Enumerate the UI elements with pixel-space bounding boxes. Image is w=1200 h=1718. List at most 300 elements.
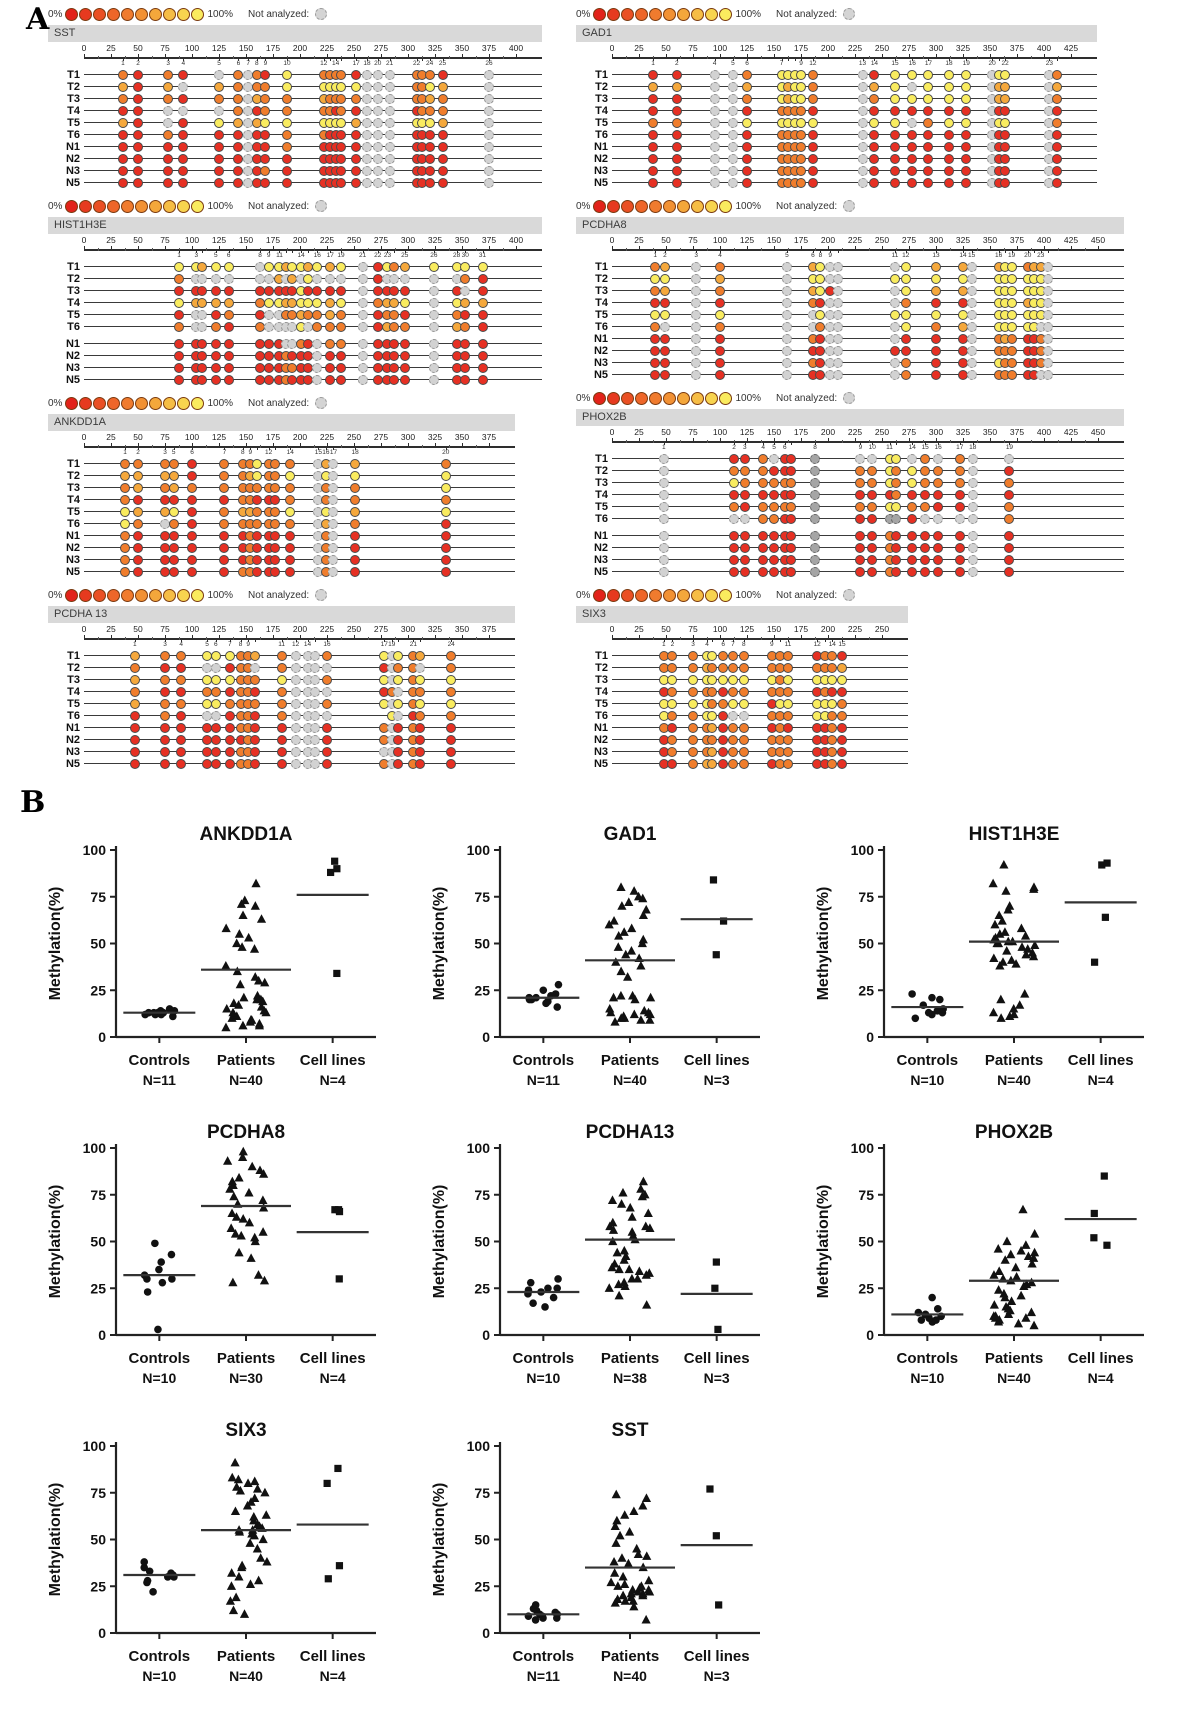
- cpg-site-number: 5: [772, 444, 776, 451]
- gene-name-header: SST: [48, 25, 542, 42]
- sample-row-label: T4: [595, 686, 608, 698]
- sample-row-label: T2: [67, 470, 80, 482]
- ruler-tick-label: 50: [133, 624, 143, 634]
- not-analyzed-icon: [303, 322, 313, 332]
- legend-gradient-circle: [93, 200, 106, 213]
- cpg-methylation-circle: [667, 735, 677, 745]
- cpg-methylation-circle: [867, 543, 877, 553]
- sample-row-line: [612, 739, 908, 740]
- cpg-methylation-circle: [400, 298, 410, 308]
- cpg-site-number: 17: [326, 252, 334, 259]
- ruler-tick-label: 125: [739, 624, 755, 634]
- sample-row-line: [84, 134, 542, 135]
- cpg-methylation-circle: [252, 567, 262, 577]
- group-n-label: N=3: [703, 1370, 730, 1386]
- cpg-methylation-circle: [264, 351, 274, 361]
- sample-row-T6: [576, 129, 1124, 141]
- cpg-methylation-circle: [855, 555, 865, 565]
- cpg-site-tick: [838, 250, 839, 253]
- sample-row-label: T1: [595, 261, 608, 273]
- cpg-methylation-circle: [944, 106, 954, 116]
- cpg-methylation-circle: [176, 687, 186, 697]
- cpg-methylation-circle: [250, 687, 260, 697]
- cpg-site-tick: [1034, 250, 1035, 253]
- legend-not-analyzed-label: Not analyzed:: [248, 8, 310, 20]
- not-analyzed-icon: [867, 454, 877, 464]
- cpg-site-number-row: [612, 640, 908, 650]
- cpg-methylation-circle: [869, 142, 879, 152]
- not-analyzed-icon: [385, 130, 395, 140]
- y-tick-label: 75: [474, 1484, 490, 1501]
- cpg-methylation-circle: [923, 130, 933, 140]
- cpg-methylation-circle: [920, 490, 930, 500]
- group-label: Cell lines: [299, 1350, 366, 1367]
- cpg-methylation-circle: [178, 94, 188, 104]
- sample-row-T6: [48, 518, 542, 530]
- ruler-tick-label: 375: [1009, 235, 1025, 245]
- not-analyzed-icon: [728, 82, 738, 92]
- cpg-methylation-circle: [441, 519, 451, 529]
- sample-row-track: [612, 357, 1124, 369]
- legend-gradient-circle: [191, 589, 204, 602]
- cpg-site-number: 3: [743, 444, 747, 451]
- cpg-methylation-circle: [252, 483, 262, 493]
- cpg-methylation-circle: [133, 70, 143, 80]
- patient-data-point: [626, 1203, 635, 1212]
- legend-0pct-label: 0%: [576, 589, 591, 601]
- cpg-methylation-circle: [1000, 178, 1010, 188]
- cpg-site-number: 10: [283, 60, 291, 67]
- sample-row-track: [84, 117, 542, 129]
- patient-data-point: [611, 1538, 620, 1547]
- patient-data-point: [613, 1248, 622, 1257]
- patient-data-point: [247, 1253, 256, 1262]
- cpg-methylation-circle: [739, 747, 749, 757]
- cpg-site-number: 11: [276, 252, 283, 259]
- patient-data-point: [632, 1544, 641, 1553]
- cpg-methylation-circle: [400, 351, 410, 361]
- not-analyzed-icon: [315, 8, 327, 20]
- patient-data-point: [232, 1482, 241, 1491]
- sample-row-T1: [48, 650, 542, 662]
- cpg-site-number: 6: [811, 252, 815, 259]
- cpg-methylation-circle: [907, 543, 917, 553]
- cpg-methylation-circle: [933, 543, 943, 553]
- patient-data-point: [251, 879, 260, 888]
- not-analyzed-icon: [328, 567, 338, 577]
- not-analyzed-icon: [967, 310, 977, 320]
- cpg-site-number: 13: [932, 252, 940, 259]
- cpg-methylation-circle: [260, 142, 270, 152]
- cpg-methylation-circle: [648, 142, 658, 152]
- cpg-methylation-circle: [1007, 370, 1017, 380]
- cpg-methylation-circle: [933, 466, 943, 476]
- not-analyzed-icon: [858, 154, 868, 164]
- cpg-methylation-circle: [923, 178, 933, 188]
- cpg-methylation-circle: [955, 531, 965, 541]
- sample-row-line: [84, 158, 542, 159]
- scatter-plot-PCDHA13: [428, 1120, 812, 1412]
- cpg-site-number: 1: [177, 252, 181, 259]
- not-analyzed-icon: [691, 334, 701, 344]
- sample-row-label: T6: [67, 321, 80, 333]
- ruler-tick-label: 325: [427, 432, 443, 442]
- cpg-methylation-circle: [739, 699, 749, 709]
- not-analyzed-icon: [373, 178, 383, 188]
- cpg-site-number: 17: [380, 641, 388, 648]
- not-analyzed-icon: [310, 651, 320, 661]
- cpg-methylation-circle: [174, 274, 184, 284]
- ruler-tick-label: 25: [634, 235, 644, 245]
- cpg-methylation-circle: [907, 567, 917, 577]
- sample-row-N1: [48, 338, 542, 350]
- y-tick-label: 100: [850, 1140, 874, 1156]
- cpg-site-number: 16: [995, 252, 1003, 259]
- cpg-methylation-circle: [438, 178, 448, 188]
- cpg-methylation-circle: [118, 166, 128, 176]
- legend-gradient-circle: [607, 589, 620, 602]
- patient-data-point: [606, 1578, 615, 1587]
- cpg-site-number: 2: [670, 641, 675, 648]
- cpg-methylation-circle: [211, 759, 221, 769]
- cpg-site-number: 11: [891, 252, 899, 259]
- cpg-methylation-circle: [389, 262, 399, 272]
- cpg-methylation-circle: [322, 699, 332, 709]
- sample-row-T1: [48, 261, 542, 273]
- cpg-methylation-circle: [907, 94, 917, 104]
- not-analyzed-icon: [362, 142, 372, 152]
- legend-not-analyzed-label: Not analyzed:: [248, 589, 310, 601]
- cell-line-data-point: [336, 1275, 343, 1282]
- cpg-methylation-circle: [438, 142, 448, 152]
- not-analyzed-icon: [429, 310, 439, 320]
- legend-gradient-circle: [177, 589, 190, 602]
- cpg-methylation-circle: [441, 483, 451, 493]
- not-analyzed-icon: [833, 370, 843, 380]
- cpg-methylation-circle: [783, 711, 793, 721]
- legend-not-analyzed-label: Not analyzed:: [776, 8, 838, 20]
- cpg-methylation-circle: [252, 531, 262, 541]
- legend-gradient-circle: [107, 397, 120, 410]
- cpg-methylation-circle: [769, 567, 779, 577]
- not-analyzed-icon: [358, 274, 368, 284]
- cpg-methylation-circle: [1000, 130, 1010, 140]
- sample-row-track: [84, 309, 542, 321]
- cpg-methylation-circle: [250, 675, 260, 685]
- cpg-methylation-circle: [729, 466, 739, 476]
- sample-row-T6: [48, 321, 542, 333]
- cpg-methylation-circle: [729, 555, 739, 565]
- sample-row-N1: [48, 141, 542, 153]
- legend-gradient-circle: [621, 589, 634, 602]
- not-analyzed-icon: [810, 567, 820, 577]
- cpg-methylation-circle: [955, 543, 965, 553]
- not-analyzed-icon: [373, 166, 383, 176]
- sample-row-label: T1: [67, 69, 80, 81]
- ruler-tick-label: 425: [1063, 43, 1079, 53]
- patient-data-point: [608, 1195, 617, 1204]
- cpg-site-tick: [398, 639, 399, 642]
- cpg-site-tick: [791, 442, 792, 445]
- cpg-site-number: 18: [363, 60, 371, 67]
- sample-row-label: N2: [593, 734, 608, 746]
- patient-data-point: [239, 993, 248, 1002]
- cpg-methylation-circle: [277, 699, 287, 709]
- patient-data-point: [628, 991, 637, 1000]
- cpg-methylation-circle: [869, 118, 879, 128]
- sample-row-line: [84, 74, 542, 75]
- sample-row-label: N1: [593, 333, 608, 345]
- sample-row-track: [612, 309, 1124, 321]
- cpg-methylation-circle: [827, 699, 837, 709]
- cpg-methylation-circle: [174, 310, 184, 320]
- cpg-methylation-circle: [219, 459, 229, 469]
- not-analyzed-icon: [362, 154, 372, 164]
- sample-row-label: N2: [65, 350, 80, 362]
- cpg-methylation-circle: [933, 490, 943, 500]
- cpg-methylation-circle: [133, 154, 143, 164]
- patient-data-point: [1001, 886, 1010, 895]
- not-analyzed-icon: [264, 310, 274, 320]
- cell-line-data-point: [1101, 1172, 1108, 1179]
- cpg-methylation-circle: [187, 495, 197, 505]
- patient-data-point: [642, 1551, 651, 1560]
- cpg-methylation-circle: [219, 495, 229, 505]
- not-analyzed-icon: [782, 370, 792, 380]
- control-data-point: [928, 994, 936, 1002]
- cpg-methylation-circle: [660, 298, 670, 308]
- cpg-methylation-circle: [955, 567, 965, 577]
- not-analyzed-icon: [890, 358, 900, 368]
- cpg-methylation-circle: [869, 82, 879, 92]
- patient-data-point: [254, 1270, 263, 1279]
- group-label: Cell lines: [683, 1052, 750, 1069]
- sample-row-track: [612, 333, 1124, 345]
- cpg-methylation-circle: [270, 555, 280, 565]
- cpg-site-number: 16: [323, 641, 331, 648]
- sample-row-T4: [576, 105, 1124, 117]
- not-analyzed-icon: [810, 454, 820, 464]
- cpg-methylation-circle: [285, 495, 295, 505]
- sample-row-N3: [576, 746, 1124, 758]
- sample-row-track: [612, 93, 1097, 105]
- sample-row-label: T5: [595, 698, 608, 710]
- patient-data-point: [249, 1512, 258, 1521]
- cpg-methylation-circle: [796, 142, 806, 152]
- cpg-methylation-circle: [176, 699, 186, 709]
- cpg-methylation-circle: [707, 747, 717, 757]
- not-analyzed-icon: [325, 274, 335, 284]
- ruler-tick-label: 275: [901, 43, 917, 53]
- not-analyzed-icon: [659, 478, 669, 488]
- cpg-methylation-circle: [176, 735, 186, 745]
- y-tick-label: 100: [82, 1438, 106, 1454]
- patient-data-point: [612, 1516, 621, 1525]
- cpg-methylation-circle: [933, 567, 943, 577]
- cpg-methylation-circle: [277, 711, 287, 721]
- sample-row-label: N3: [65, 746, 80, 758]
- cpg-methylation-circle: [478, 322, 488, 332]
- patient-data-point: [250, 1233, 259, 1242]
- cpg-methylation-circle: [740, 502, 750, 512]
- cpg-methylation-circle: [174, 351, 184, 361]
- legend-gradient-circle: [135, 200, 148, 213]
- cpg-methylation-circle: [393, 663, 403, 673]
- cpg-site-number-row: [612, 59, 1097, 69]
- cpg-methylation-circle: [907, 466, 917, 476]
- cpg-methylation-circle: [688, 735, 698, 745]
- cpg-methylation-circle: [650, 358, 660, 368]
- cpg-methylation-circle: [350, 483, 360, 493]
- cpg-methylation-circle: [270, 543, 280, 553]
- cpg-methylation-circle: [130, 723, 140, 733]
- cpg-site-number: 12: [809, 60, 817, 67]
- sample-row-label: N5: [593, 758, 608, 770]
- cpg-methylation-circle: [174, 286, 184, 296]
- cpg-methylation-circle: [219, 483, 229, 493]
- not-analyzed-icon: [415, 663, 425, 673]
- cell-line-data-point: [334, 1465, 341, 1472]
- cpg-methylation-circle: [786, 502, 796, 512]
- cpg-methylation-circle: [891, 466, 901, 476]
- sample-row-label: T5: [67, 506, 80, 518]
- cpg-methylation-circle: [758, 543, 768, 553]
- not-analyzed-icon: [315, 397, 327, 409]
- patient-data-point: [221, 1023, 230, 1032]
- cpg-methylation-circle: [211, 735, 221, 745]
- cpg-methylation-circle: [282, 94, 292, 104]
- y-tick-label: 25: [474, 1280, 490, 1297]
- cpg-methylation-circle: [282, 118, 292, 128]
- group-label: Controls: [128, 1052, 191, 1069]
- ruler-tick-label: 75: [688, 235, 698, 245]
- cpg-methylation-circle: [282, 142, 292, 152]
- patient-data-point: [234, 1248, 243, 1257]
- cpg-methylation-circle: [742, 94, 752, 104]
- cpg-methylation-circle: [282, 106, 292, 116]
- methylation-color-legend: [48, 6, 542, 22]
- ruler-tick-label: 50: [133, 43, 143, 53]
- sample-row-track: [84, 470, 515, 482]
- patient-data-point: [258, 1227, 267, 1236]
- cpg-site-number: 14: [286, 449, 294, 456]
- cpg-methylation-circle: [224, 363, 234, 373]
- cpg-methylation-circle: [796, 118, 806, 128]
- patient-data-point: [642, 1300, 651, 1309]
- patient-data-point: [644, 1208, 653, 1217]
- legend-gradient-circle: [121, 589, 134, 602]
- patient-data-point: [240, 1609, 249, 1618]
- cpg-methylation-circle: [660, 346, 670, 356]
- legend-gradient-circle: [593, 200, 606, 213]
- cpg-methylation-circle: [303, 310, 313, 320]
- cpg-methylation-circle: [1000, 166, 1010, 176]
- ruler-tick-label: 250: [874, 235, 890, 245]
- sample-row-track: [612, 698, 908, 710]
- y-tick-label: 0: [482, 1625, 490, 1641]
- group-label: Patients: [216, 1052, 276, 1069]
- cpg-methylation-circle: [786, 478, 796, 488]
- y-tick-label: 25: [474, 1578, 490, 1595]
- cpg-methylation-circle: [214, 178, 224, 188]
- cpg-methylation-circle: [219, 519, 229, 529]
- control-data-point: [140, 1558, 148, 1566]
- legend-gradient-circle: [65, 200, 78, 213]
- cpg-methylation-circle: [130, 663, 140, 673]
- not-analyzed-icon: [1043, 346, 1053, 356]
- cpg-methylation-circle: [1000, 70, 1010, 80]
- cpg-methylation-circle: [225, 735, 235, 745]
- cpg-methylation-circle: [837, 675, 847, 685]
- gene-block-SST: [48, 6, 542, 189]
- panel-b-label: B: [20, 785, 46, 820]
- cpg-methylation-circle: [219, 567, 229, 577]
- cpg-methylation-circle: [389, 375, 399, 385]
- cpg-site-number: 18: [351, 449, 359, 456]
- cpg-methylation-circle: [133, 507, 143, 517]
- cpg-methylation-circle: [252, 495, 262, 505]
- y-axis-title: Methylation(%): [431, 886, 448, 1001]
- cell-line-data-point: [714, 1326, 721, 1333]
- sample-row-line: [612, 146, 1097, 147]
- cpg-methylation-circle: [742, 82, 752, 92]
- cpg-methylation-circle: [672, 130, 682, 140]
- not-analyzed-icon: [310, 735, 320, 745]
- cpg-methylation-circle: [260, 106, 270, 116]
- methylation-color-legend: [576, 6, 1124, 22]
- cpg-methylation-circle: [441, 555, 451, 565]
- cpg-methylation-circle: [133, 519, 143, 529]
- sample-row-N3: [576, 554, 1124, 566]
- not-analyzed-icon: [890, 322, 900, 332]
- not-analyzed-icon: [769, 454, 779, 464]
- cpg-methylation-circle: [322, 723, 332, 733]
- cpg-methylation-circle: [869, 130, 879, 140]
- not-analyzed-icon: [1043, 370, 1053, 380]
- cpg-methylation-circle: [169, 507, 179, 517]
- group-label: Controls: [512, 1052, 575, 1069]
- sample-row-label: T4: [67, 105, 80, 117]
- sample-row-N2: [48, 350, 542, 362]
- patient-data-point: [620, 1246, 629, 1255]
- legend-gradient-circle: [635, 8, 648, 21]
- y-tick-label: 50: [90, 1233, 106, 1250]
- not-analyzed-icon: [782, 274, 792, 284]
- cpg-site-number: 8: [813, 444, 817, 451]
- cpg-site-tick: [394, 250, 395, 253]
- cpg-methylation-circle: [1004, 555, 1014, 565]
- not-analyzed-icon: [810, 543, 820, 553]
- cpg-methylation-circle: [478, 298, 488, 308]
- ruler-tick-label: 25: [106, 432, 116, 442]
- cpg-methylation-circle: [393, 735, 403, 745]
- patient-data-point: [612, 1490, 621, 1499]
- ruler-tick-label: 175: [793, 235, 809, 245]
- cpg-methylation-circle: [808, 154, 818, 164]
- ruler-tick-label: 200: [820, 427, 836, 437]
- y-axis-title: Methylation(%): [815, 1184, 832, 1299]
- cpg-site-number: 9: [799, 60, 803, 67]
- cpg-methylation-circle: [688, 663, 698, 673]
- cpg-methylation-circle: [1004, 543, 1014, 553]
- patient-data-point: [258, 1195, 267, 1204]
- group-label: Patients: [600, 1052, 660, 1069]
- cpg-site-number: 12: [813, 641, 821, 648]
- sample-row-track: [84, 662, 515, 674]
- legend-gradient-circle: [65, 8, 78, 21]
- sample-row-label: T6: [595, 710, 608, 722]
- group-n-label: N=3: [703, 1072, 730, 1088]
